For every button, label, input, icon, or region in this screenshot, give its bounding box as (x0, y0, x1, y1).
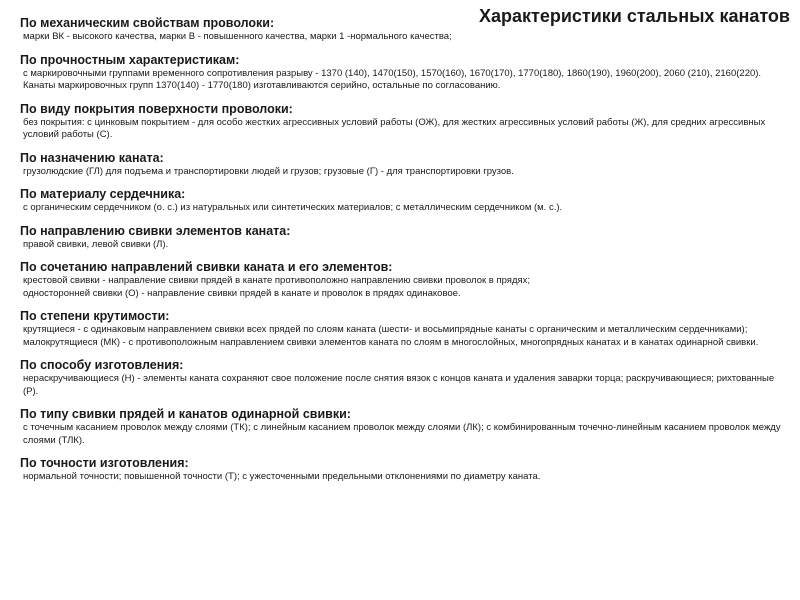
section-text: крутящиеся - с одинаковым направлением свивки всех прядей по слоям каната (шести- и восьмипрядные канаты с органическим и металлическим сердечниками); (23, 324, 748, 335)
section-lay-direction (20, 224, 788, 252)
section-text: крестовой свивки - направление свивки прядей в канате противоположно направлению свивки проволок в прядях; (23, 275, 531, 286)
section-mechanical-properties (20, 16, 788, 44)
section-text: грузолюдские (ГЛ) для подъема и транспортировки людей и грузов; грузовые (Г) - для транспортировки грузов. (23, 165, 514, 177)
section-heading: По направлению свивки элементов каната: (20, 223, 291, 238)
section-heading: По степени крутимости: (20, 309, 170, 323)
section-manufacturing-method (20, 358, 788, 398)
section-text: с маркировочными группами временного сопротивления разрыву - 1370 (140), 1470(150), 1570(160), 1670(170), 1770(180), 1860(190), 1960(200), 2060 (210), 2160(220). (23, 67, 762, 79)
section-text: Канаты маркировочных групп 1370(140) - 1770(180) изготавливаются серийно, остальные по согласованию. (23, 80, 501, 91)
section-text: с органическим сердечником (о. с.) из натуральных или синтетических материалов; с металлическим сердечником (м. с.). (23, 202, 563, 213)
section-text: с точечным касанием проволок между слоями (ТК); с линейным касанием проволок между слоями (ЛК); с комбинированным точечно-линейным касанием проволок между слоями (ТЛК). (23, 422, 781, 446)
page-title: Характеристики стальных канатов (478, 6, 790, 26)
section-heading: По виду покрытия поверхности проволоки: (20, 101, 293, 116)
section-text: правой свивки, левой свивки (Л). (23, 238, 169, 250)
section-heading: По материалу сердечника: (20, 187, 186, 201)
section-text: марки ВК - высокого качества, марки В - повышенного качества, марки 1 -нормального качества; (23, 31, 452, 42)
section-text: малокрутящиеся (МК) - с противоположным направлением свивки элементов каната по слоям в многослойных, многопрядных канатах и в канатах одинарной свивки. (23, 336, 759, 348)
section-heading: По типу свивки прядей и канатов одинарной свивки: (20, 407, 351, 421)
section-heading: По точности изготовления: (20, 456, 189, 470)
characteristics-list (20, 16, 788, 493)
section-heading: По назначению каната: (20, 150, 164, 165)
section-purpose (20, 151, 788, 179)
section-lay-combination (20, 260, 788, 300)
section-heading: По прочностным характеристикам: (20, 52, 240, 67)
section-text: нераскручивающиеся (Н) - элементы каната сохраняют свое положение после снятия вязок с концов каната и удаления заварки торца; раскручивающиеся; рихтованные (Р). (23, 373, 775, 397)
section-rotation (20, 309, 788, 349)
section-text: без покрытия: с цинковым покрытием - для особо жестких агрессивных условий работы (ОЖ), для жестких агрессивных условий работы (Ж), для средних агрессивных условий работы (С). (23, 116, 766, 140)
section-heading: По механическим свойствам проволоки: (20, 16, 275, 30)
section-strength (20, 53, 788, 93)
section-heading: По сочетанию направлений свивки каната и его элементов: (20, 260, 393, 274)
section-text: односторонней свивки (О) - направление свивки прядей в канате и проволок в прядях одинаковое. (23, 287, 461, 299)
section-strand-lay-type (20, 407, 788, 447)
section-precision (20, 456, 788, 484)
section-coating (20, 102, 788, 142)
section-core-material (20, 187, 788, 215)
section-text: нормальной точности; повышенной точности (Т); с ужесточенными предельными отклонениями по диаметру каната. (23, 471, 541, 482)
section-heading: По способу изготовления: (20, 358, 184, 372)
